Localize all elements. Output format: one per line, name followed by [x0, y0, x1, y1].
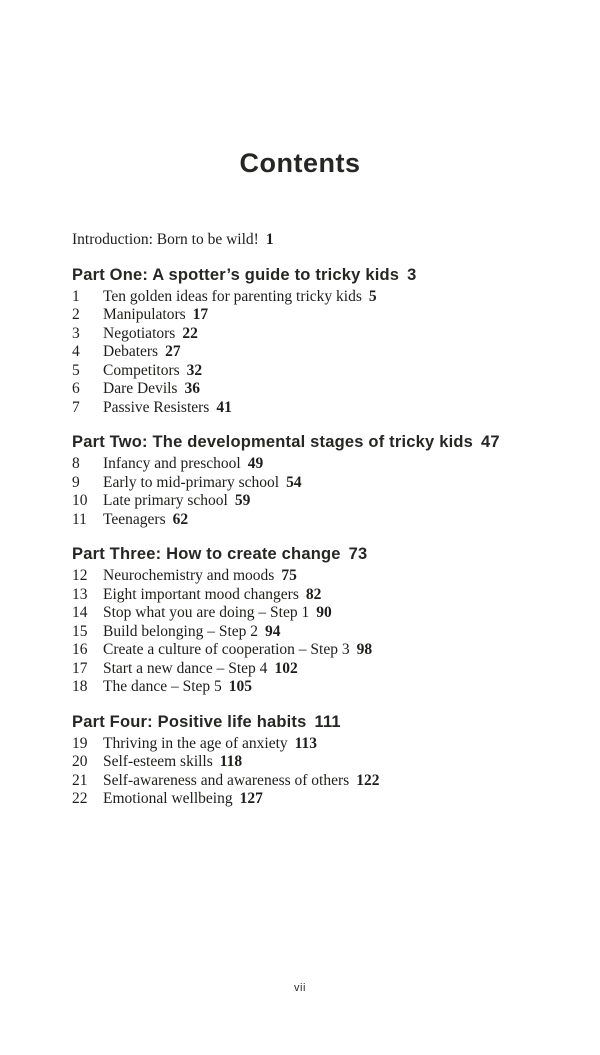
- chapter-title: The dance – Step 5: [103, 678, 222, 695]
- toc-chapter-row: [72, 586, 540, 605]
- intro-label: Introduction: Born to be wild!: [72, 231, 259, 248]
- toc-chapter-row: [72, 343, 540, 362]
- chapter-title: Manipulators: [103, 306, 186, 323]
- chapter-title: Thriving in the age of anxiety: [103, 734, 288, 752]
- chapter-page: 41: [216, 398, 232, 416]
- chapter-number: 5: [72, 361, 80, 379]
- toc-chapter-row: [72, 641, 540, 660]
- chapter-page: 75: [281, 567, 297, 584]
- part-heading-label: Part One: A spotter’s guide to tricky kids: [72, 265, 400, 284]
- toc-chapter-row: [72, 790, 540, 809]
- intro-page-number: 1: [265, 231, 274, 248]
- toc-chapter-row: [72, 604, 540, 623]
- chapter-title: Debaters: [103, 343, 159, 360]
- chapter-title: Eight important mood changers: [103, 585, 299, 603]
- part-heading-page: 111: [314, 712, 341, 731]
- part-section: [72, 265, 540, 418]
- chapter-list: [72, 455, 540, 529]
- chapter-number: 9: [72, 473, 80, 491]
- chapter-page: 5: [368, 287, 377, 305]
- toc-chapter-row: [72, 623, 540, 642]
- part-heading-label: Part Two: The developmental stages of tricky kids: [72, 433, 474, 451]
- toc-chapter-row: [72, 474, 540, 493]
- chapter-number: 12: [72, 567, 88, 584]
- chapter-number: 11: [72, 510, 87, 528]
- chapter-title: Infancy and preschool: [103, 455, 241, 472]
- toc-chapter-row: [72, 380, 540, 399]
- chapter-page: 27: [165, 343, 181, 360]
- chapter-page: 113: [294, 734, 318, 752]
- chapter-title: Neurochemistry and moods: [103, 567, 275, 584]
- toc-chapter-row: [72, 567, 540, 586]
- chapter-number: 22: [72, 790, 88, 807]
- chapter-page: 90: [316, 604, 332, 621]
- chapter-page: 102: [274, 659, 298, 677]
- toc-chapter-row: [72, 288, 540, 307]
- part-heading: [72, 712, 540, 732]
- part-section: [72, 712, 540, 809]
- chapter-number: 17: [72, 659, 88, 677]
- chapter-number: 14: [72, 604, 88, 621]
- chapter-page: 36: [184, 380, 200, 397]
- chapter-title: Late primary school: [103, 492, 228, 509]
- chapter-page: 105: [228, 678, 253, 695]
- page-title: Contents: [239, 148, 361, 178]
- chapter-number: 7: [72, 398, 80, 416]
- chapter-number: 3: [72, 324, 80, 342]
- chapter-number: 6: [72, 380, 80, 397]
- chapter-title: Ten golden ideas for parenting tricky kids: [103, 287, 362, 305]
- chapter-page: 118: [219, 753, 243, 770]
- toc-chapter-row: [72, 660, 540, 679]
- part-section: [72, 544, 540, 697]
- chapter-number: 15: [72, 622, 88, 640]
- chapter-number: 8: [72, 455, 80, 472]
- chapter-number: 13: [72, 585, 88, 603]
- chapter-page: 122: [356, 771, 380, 789]
- part-heading: [72, 544, 540, 564]
- toc-chapter-row: [72, 511, 540, 530]
- chapter-list: [72, 288, 540, 418]
- part-heading: [72, 432, 540, 452]
- chapter-title: Emotional wellbeing: [103, 790, 233, 807]
- chapter-title: Early to mid-primary school: [103, 473, 280, 491]
- chapter-number: 21: [72, 771, 88, 789]
- chapter-number: 1: [72, 287, 80, 305]
- chapter-number: 2: [72, 306, 80, 323]
- chapter-page: 94: [265, 622, 281, 640]
- part-section: [72, 432, 540, 529]
- chapter-title: Self-awareness and awareness of others: [103, 771, 350, 789]
- book-page: [0, 148, 600, 1055]
- part-heading-label: Part Four: Positive life habits: [72, 712, 307, 731]
- part-heading-page: 3: [407, 265, 417, 284]
- toc-intro-entry: [72, 231, 540, 250]
- chapter-title: Negotiators: [103, 324, 176, 342]
- chapter-page: 22: [182, 324, 198, 342]
- toc-chapter-row: [72, 753, 540, 772]
- toc-chapter-row: [72, 678, 540, 697]
- chapter-list: [72, 735, 540, 809]
- chapter-page: 54: [286, 473, 302, 491]
- part-heading-page: 47: [481, 433, 500, 451]
- folio-page-number: vii: [294, 982, 306, 994]
- chapter-title: Self-esteem skills: [103, 753, 213, 770]
- chapter-title: Teenagers: [103, 510, 166, 528]
- part-heading-page: 73: [348, 545, 368, 563]
- toc-chapter-row: [72, 492, 540, 511]
- chapter-title: Start a new dance – Step 4: [103, 659, 268, 677]
- chapter-title: Build belonging – Step 2: [103, 622, 258, 640]
- chapter-title: Competitors: [103, 361, 180, 379]
- toc-chapter-row: [72, 772, 540, 791]
- toc-chapter-row: [72, 362, 540, 381]
- toc-chapter-row: [72, 455, 540, 474]
- chapter-number: 10: [72, 492, 88, 509]
- chapter-page: 82: [305, 585, 322, 603]
- chapter-page: 62: [172, 510, 189, 528]
- toc-content: [72, 231, 540, 809]
- toc-chapter-row: [72, 306, 540, 325]
- chapter-number: 19: [72, 734, 88, 752]
- chapter-list: [72, 567, 540, 697]
- chapter-page: 17: [192, 306, 209, 323]
- toc-chapter-row: [72, 735, 540, 754]
- chapter-page: 127: [239, 790, 263, 807]
- chapter-page: 49: [247, 455, 264, 472]
- chapter-page: 59: [234, 492, 251, 509]
- chapter-number: 4: [72, 343, 80, 360]
- toc-chapter-row: [72, 325, 540, 344]
- chapter-title: Stop what you are doing – Step 1: [103, 604, 310, 621]
- chapter-title: Dare Devils: [103, 380, 178, 397]
- chapter-title: Passive Resisters: [103, 398, 210, 416]
- chapter-page: 98: [356, 641, 373, 658]
- part-heading-label: Part Three: How to create change: [72, 545, 341, 563]
- chapter-page: 32: [186, 361, 203, 379]
- chapter-number: 16: [72, 641, 88, 658]
- part-heading: [72, 265, 540, 285]
- chapter-number: 20: [72, 753, 88, 770]
- chapter-title: Create a culture of cooperation – Step 3: [103, 641, 350, 658]
- parts-list: [72, 265, 540, 809]
- chapter-number: 18: [72, 678, 88, 695]
- toc-chapter-row: [72, 399, 540, 418]
